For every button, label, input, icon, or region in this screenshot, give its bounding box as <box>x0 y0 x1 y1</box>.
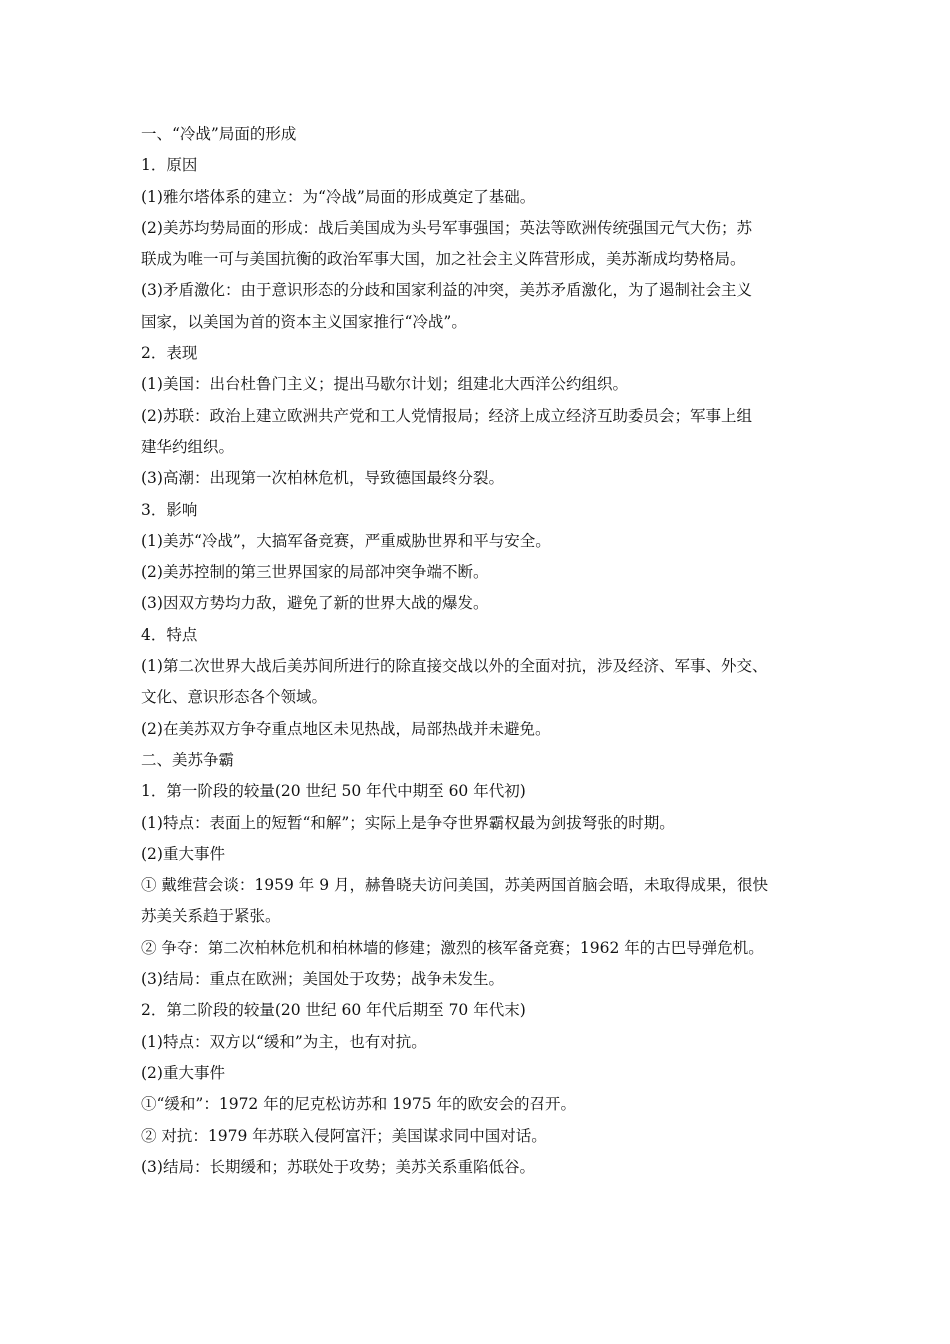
paragraph-line: ② 对抗：1979 年苏联入侵阿富汗；美国谋求同中国对话。 <box>141 1126 547 1145</box>
paragraph-line: (2)美苏控制的第三世界国家的局部冲突争端不断。 <box>141 563 489 582</box>
subsection-heading: 3．影响 <box>141 500 198 519</box>
subsection-heading: 1．第一阶段的较量(20 世纪 50 年代中期至 60 年代初) <box>141 782 526 801</box>
paragraph-line: 文化、意识形态各个领域。 <box>141 688 328 707</box>
paragraph-line: ① 戴维营会谈：1959 年 9 月，赫鲁晓夫访问美国，苏美两国首脑会晤，未取得成果，很快 <box>141 876 769 895</box>
paragraph-line: 联成为唯一可与美国抗衡的政治军事大国，加之社会主义阵营形成，美苏渐成均势格局。 <box>141 250 746 269</box>
section-heading: 二、美苏争霸 <box>141 750 235 769</box>
paragraph-line: (2)苏联：政治上建立欧洲共产党和工人党情报局；经济上成立经济互助委员会；军事上组 <box>141 406 752 425</box>
paragraph-line: (3)高潮：出现第一次柏林危机，导致德国最终分裂。 <box>141 469 504 488</box>
paragraph-line: (1)特点：双方以“缓和”为主，也有对抗。 <box>141 1032 427 1051</box>
paragraph-line: 建华约组织。 <box>141 437 235 456</box>
paragraph-line: (1)特点：表面上的短暂“和解”；实际上是争夺世界霸权最为剑拔弩张的时期。 <box>141 813 675 832</box>
paragraph-line: (2)重大事件 <box>141 844 225 863</box>
subsection-heading: 2．第二阶段的较量(20 世纪 60 年代后期至 70 年代末) <box>141 1001 526 1020</box>
paragraph-line: (3)矛盾激化：由于意识形态的分歧和国家利益的冲突，美苏矛盾激化，为了遏制社会主义 <box>141 281 752 300</box>
paragraph-line: (1)美苏“冷战”，大搞军备竞赛，严重威胁世界和平与安全。 <box>141 531 551 550</box>
paragraph-line: ② 争夺：第二次柏林危机和柏林墙的修建；激烈的核军备竞赛；1962 年的古巴导弹危机。 <box>141 938 764 957</box>
section-heading: 一、“冷战”局面的形成 <box>141 125 297 143</box>
paragraph-line: 国家，以美国为首的资本主义国家推行“冷战”。 <box>141 312 467 331</box>
paragraph-line: (3)结局：重点在欧洲；美国处于攻势；战争未发生。 <box>141 970 504 989</box>
paragraph-line: (1)雅尔塔体系的建立：为“冷战”局面的形成奠定了基础。 <box>141 187 536 206</box>
paragraph-line: (1)第二次世界大战后美苏间所进行的除直接交战以外的全面对抗，涉及经济、军事、外交、 <box>141 657 768 676</box>
subsection-heading: 1．原因 <box>141 156 198 175</box>
paragraph-line: (3)结局：长期缓和；苏联处于攻势；美苏关系重陷低谷。 <box>141 1157 535 1176</box>
paragraph-line: 苏美关系趋于紧张。 <box>141 907 281 926</box>
document-body <box>141 119 831 1183</box>
paragraph-line: (2)美苏均势局面的形成：战后美国成为头号军事强国；英法等欧洲传统强国元气大伤；苏 <box>141 218 752 237</box>
subsection-heading: 4．特点 <box>141 625 198 644</box>
paragraph-line: (1)美国：出台杜鲁门主义；提出马歇尔计划；组建北大西洋公约组织。 <box>141 375 628 394</box>
subsection-heading: 2．表现 <box>141 344 198 363</box>
paragraph-line: (3)因双方势均力敌，避免了新的世界大战的爆发。 <box>141 594 489 613</box>
paragraph-line: (2)重大事件 <box>141 1063 225 1082</box>
paragraph-line: ①“缓和”：1972 年的尼克松访苏和 1975 年的欧安会的召开。 <box>141 1095 577 1114</box>
paragraph-line: (2)在美苏双方争夺重点地区未见热战，局部热战并未避免。 <box>141 719 551 738</box>
